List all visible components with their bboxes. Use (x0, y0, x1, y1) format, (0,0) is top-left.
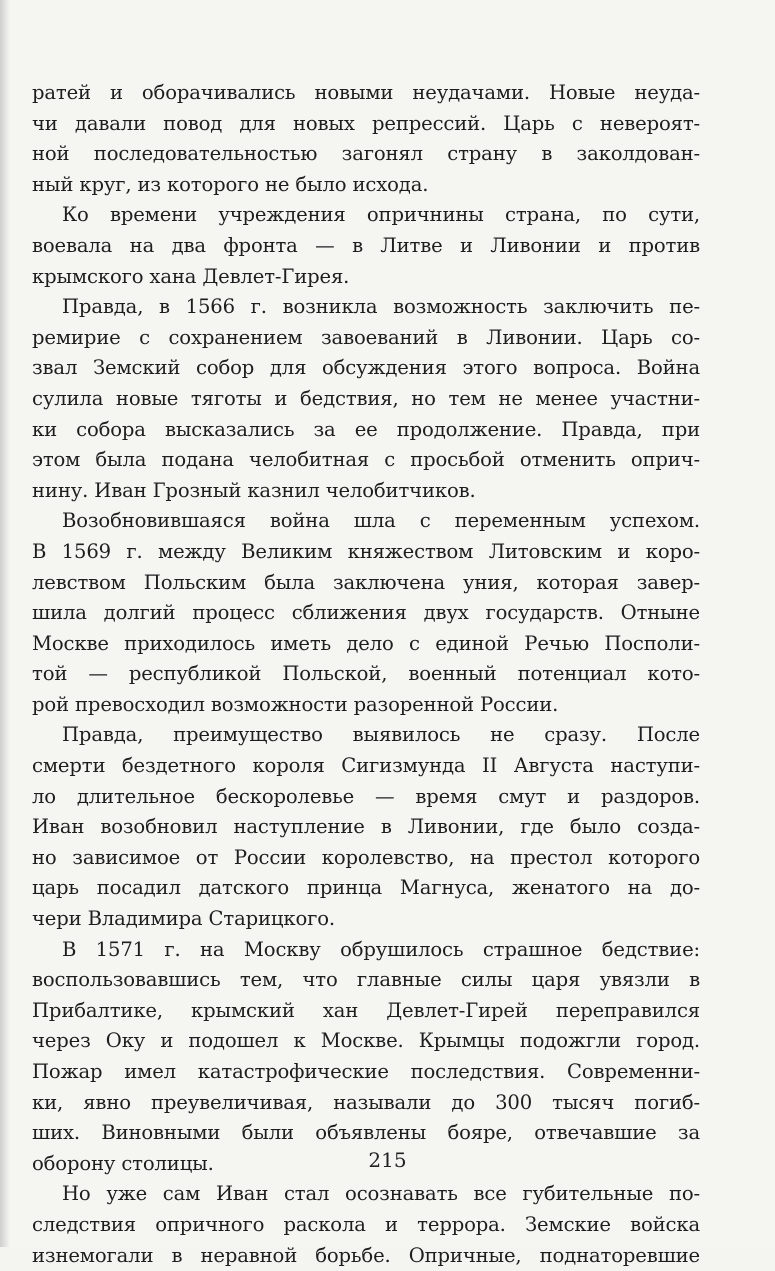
text-line: ки собора высказались за ее продолжение. Правда, при (32, 417, 700, 441)
paragraph (32, 720, 700, 934)
text-line: изнемогали в неравной борьбе. Опричные, поднаторевшие (32, 1243, 700, 1267)
body-text (32, 78, 700, 1271)
text-line: Правда, в 1566 г. возникла возможность заключить пе- (62, 295, 700, 319)
paragraph (32, 935, 700, 1180)
text-line: чи давали повод для новых репрессий. Царь с невероят- (32, 111, 700, 135)
paragraph (32, 78, 700, 200)
text-line: нину. Иван Грозный казнил челобитчиков. (32, 478, 476, 502)
text-line: воспользовавшись тем, что главные силы царя увязли в (32, 968, 700, 992)
text-line: сулила новые тяготы и бедствия, но тем не менее участни- (32, 386, 700, 410)
text-line: Прибалтике, крымский хан Девлет-Гирей переправился (32, 998, 700, 1022)
text-line: чери Владимира Старицкого. (32, 907, 335, 931)
text-line: ших. Виновными были объявлены бояре, отвечавшие за (32, 1121, 700, 1145)
text-line: ло длительное бескоролевье — время смут и раздоров. (32, 784, 700, 808)
text-line: ный круг, из которого не было исхода. (32, 172, 429, 196)
text-line: Москве приходилось иметь дело с единой Речью Посполи- (32, 631, 700, 655)
text-line: Правда, преимущество выявилось не сразу. После (62, 723, 700, 747)
text-line: левством Польским была заключена уния, которая завер- (32, 570, 700, 594)
text-line: звал Земский собор для обсуждения этого вопроса. Война (32, 356, 700, 380)
text-line: ремирие с сохранением завоеваний в Ливонии. Царь со- (32, 325, 700, 349)
text-line: Иван возобновил наступление в Ливонии, где было созда- (32, 815, 700, 839)
text-line: ки, явно преувеличивая, называли до 300 тысяч погиб- (32, 1090, 700, 1114)
text-line: Но уже сам Иван стал осознавать все губительные по- (62, 1182, 700, 1206)
paragraph (32, 292, 700, 506)
text-line: той — республикой Польской, военный потенциал кото- (32, 662, 700, 686)
text-line: через Оку и подошел к Москве. Крымцы подожгли город. (32, 1029, 700, 1053)
text-line: следствия опричного раскола и террора. Земские войска (32, 1212, 700, 1236)
page-number: 215 (368, 1148, 407, 1172)
text-line: но зависимое от России королевство, на престол которого (32, 845, 700, 869)
paragraph (32, 506, 700, 720)
text-line: воевала на два фронта — в Литве и Ливонии и против (32, 233, 700, 257)
text-line: смерти бездетного короля Сигизмунда II Августа наступи- (32, 754, 700, 778)
text-line: ной последовательностью загонял страну в заколдован- (32, 142, 700, 166)
text-line: рой превосходил возможности разоренной России. (32, 692, 559, 716)
text-line: этом была подана челобитная с просьбой отменить оприч- (32, 448, 700, 472)
text-line: крымского хана Девлет-Гирея. (32, 264, 350, 288)
text-line: Возобновившаяся война шла с переменным успехом. (62, 509, 700, 533)
paragraph (32, 200, 700, 292)
text-line: царь посадил датского принца Магнуса, женатого на до- (32, 876, 700, 900)
text-line: В 1569 г. между Великим княжеством Литовским и коро- (32, 539, 700, 563)
page-spine-shadow (0, 0, 10, 1247)
text-line: ратей и оборачивались новыми неудачами. Новые неуда- (32, 81, 700, 104)
text-line: оборону столицы. (32, 1151, 214, 1175)
text-line: Пожар имел катастрофические последствия. Современни- (32, 1060, 700, 1083)
paragraph (32, 1179, 700, 1271)
text-line: В 1571 г. на Москву обрушилось страшное бедствие: (62, 937, 700, 961)
text-line: Ко времени учреждения опричнины страна, по сути, (62, 203, 700, 227)
text-line: шила долгий процесс сближения двух государств. Отныне (32, 601, 700, 625)
